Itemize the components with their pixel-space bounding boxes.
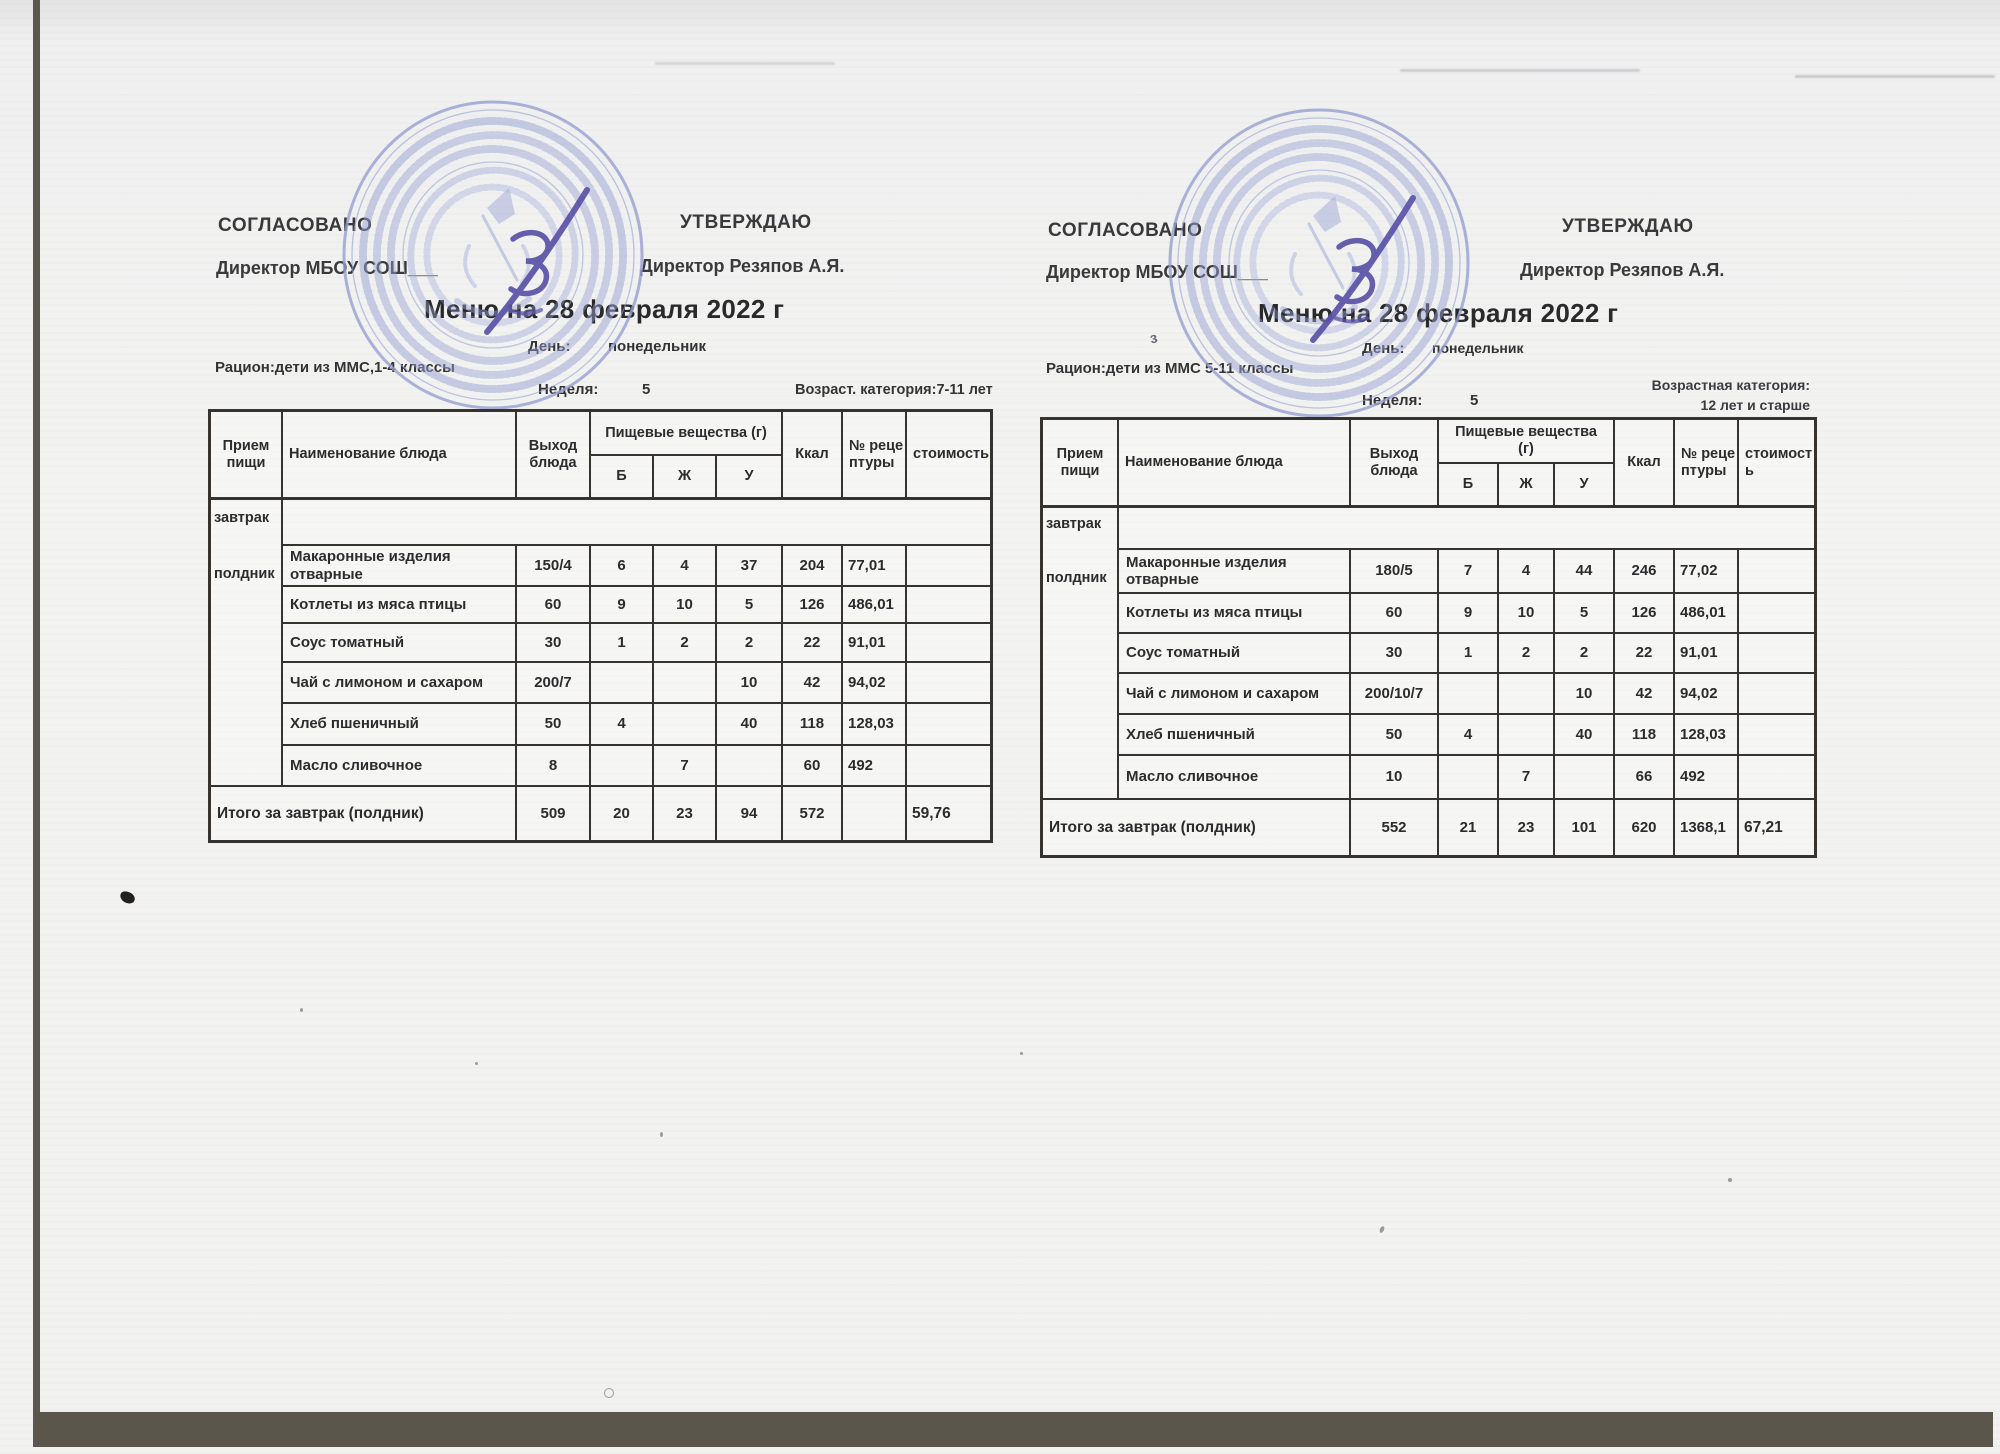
col-header-dish: Наименование блюда	[283, 412, 517, 500]
empty-row	[1119, 508, 1814, 550]
day-label: День:	[1362, 340, 1405, 357]
ink-blot	[119, 890, 137, 905]
agreed-signatory: Директор МБОУ СОШ___	[216, 258, 438, 278]
col-header-output: Выход блюда	[517, 412, 591, 500]
fat-value: 10	[1499, 594, 1555, 634]
total-recipe	[843, 787, 907, 840]
col-header-protein: Б	[591, 456, 654, 500]
total-kcal: 620	[1615, 800, 1675, 855]
col-header-fat: Ж	[1499, 464, 1555, 508]
age-category-line1: Возрастная категория:	[1651, 377, 1810, 393]
total-protein: 21	[1439, 800, 1499, 855]
protein-value: 9	[1439, 594, 1499, 634]
col-header-nutrients: Пищевые вещества (г)	[1439, 420, 1615, 464]
age-category	[1560, 375, 1810, 415]
scan-smudge	[1795, 75, 1995, 78]
cost-value	[907, 663, 990, 704]
cost-value	[1739, 715, 1814, 756]
kcal-value: 204	[783, 546, 843, 587]
cost-value	[1739, 756, 1814, 800]
col-header-nutrients: Пищевые вещества (г)	[591, 412, 783, 456]
meal-breakfast-label: завтрак	[214, 510, 270, 526]
fat-value	[1499, 674, 1555, 715]
menu-table-1	[208, 409, 993, 843]
output-value: 50	[517, 704, 591, 746]
cost-value	[907, 624, 990, 663]
total-output: 509	[517, 787, 591, 840]
cost-value	[1739, 594, 1814, 634]
recipe-value: 486,01	[1675, 594, 1739, 634]
col-header-kcal: Ккал	[1615, 420, 1675, 508]
fat-value	[654, 663, 717, 704]
carb-value	[717, 746, 783, 787]
col-header-recipe: № рецептуры	[843, 412, 907, 500]
fat-value: 10	[654, 587, 717, 624]
col-header-cost: стоимость	[1739, 420, 1814, 508]
output-value: 180/5	[1351, 550, 1439, 594]
day-value: понедельник	[1432, 340, 1524, 356]
protein-value: 1	[1439, 634, 1499, 674]
empty-row	[283, 500, 990, 546]
dish-name: Масло сливочное	[283, 746, 517, 787]
kcal-value: 126	[1615, 594, 1675, 634]
output-value: 200/7	[517, 663, 591, 704]
total-output: 552	[1351, 800, 1439, 855]
cost-value	[907, 746, 990, 787]
output-value: 60	[517, 587, 591, 624]
week-value: 5	[1470, 392, 1479, 409]
recipe-value: 91,01	[843, 624, 907, 663]
recipe-value: 492	[1675, 756, 1739, 800]
kcal-value: 60	[783, 746, 843, 787]
meal-cell	[211, 500, 283, 787]
total-carb: 101	[1555, 800, 1615, 855]
menu-table-2	[1040, 417, 1817, 858]
carb-value: 2	[717, 624, 783, 663]
carb-value: 40	[1555, 715, 1615, 756]
agreed-label: СОГЛАСОВАНО	[1048, 220, 1203, 241]
scan-smudge	[655, 62, 835, 65]
cost-value	[907, 587, 990, 624]
protein-value: 4	[1439, 715, 1499, 756]
col-header-carb: У	[717, 456, 783, 500]
ink-mark: з	[1148, 329, 1160, 348]
col-header-protein: Б	[1439, 464, 1499, 508]
cost-value	[907, 546, 990, 587]
dish-name: Макаронные изделия отварные	[1119, 550, 1351, 594]
meal-snack-label: полдник	[214, 566, 275, 582]
kcal-value: 246	[1615, 550, 1675, 594]
recipe-value: 128,03	[1675, 715, 1739, 756]
protein-value: 7	[1439, 550, 1499, 594]
kcal-value: 42	[1615, 674, 1675, 715]
recipe-value: 492	[843, 746, 907, 787]
dish-name: Хлеб пшеничный	[1119, 715, 1351, 756]
recipe-value: 128,03	[843, 704, 907, 746]
approved-signatory: Директор Резяпов А.Я.	[640, 256, 845, 276]
fat-value: 7	[654, 746, 717, 787]
carb-value: 2	[1555, 634, 1615, 674]
week-value: 5	[642, 381, 651, 398]
total-label: Итого за завтрак (полдник)	[211, 787, 517, 840]
fat-value	[1499, 715, 1555, 756]
dish-name: Масло сливочное	[1119, 756, 1351, 800]
scanner-edge-bottom	[36, 1412, 1993, 1447]
total-cost: 67,21	[1744, 818, 1783, 836]
dish-name: Чай с лимоном и сахаром	[1119, 674, 1351, 715]
approved-label: УТВЕРЖДАЮ	[1562, 216, 1694, 237]
scan-speck	[1728, 1178, 1732, 1182]
fat-value: 2	[1499, 634, 1555, 674]
total-fat: 23	[1499, 800, 1555, 855]
approved-label: УТВЕРЖДАЮ	[680, 212, 812, 233]
kcal-value: 22	[783, 624, 843, 663]
dish-name: Чай с лимоном и сахаром	[283, 663, 517, 704]
kcal-value: 126	[783, 587, 843, 624]
output-value: 150/4	[517, 546, 591, 587]
kcal-value: 42	[783, 663, 843, 704]
day-label: День:	[528, 338, 571, 355]
total-recipe: 1368,1	[1675, 800, 1739, 855]
meal-breakfast-label: завтрак	[1046, 516, 1102, 532]
kcal-value: 118	[1615, 715, 1675, 756]
day-value: понедельник	[608, 338, 707, 355]
carb-value: 10	[717, 663, 783, 704]
carb-value: 5	[717, 587, 783, 624]
week-label: Неделя:	[538, 381, 599, 398]
col-header-output: Выход блюда	[1351, 420, 1439, 508]
kcal-value: 118	[783, 704, 843, 746]
output-value: 8	[517, 746, 591, 787]
output-value: 200/10/7	[1351, 674, 1439, 715]
output-value: 30	[517, 624, 591, 663]
col-header-dish: Наименование блюда	[1119, 420, 1351, 508]
carb-value: 40	[717, 704, 783, 746]
cost-value	[1739, 674, 1814, 715]
scan-smudge	[1400, 69, 1640, 72]
scan-speck	[1020, 1052, 1023, 1055]
carb-value: 5	[1555, 594, 1615, 634]
approved-signatory: Директор Резяпов А.Я.	[1520, 260, 1725, 280]
protein-value	[591, 746, 654, 787]
scan-speck	[1379, 1225, 1386, 1233]
age-category-line2: 12 лет и старше	[1700, 397, 1810, 413]
recipe-value: 94,02	[843, 663, 907, 704]
recipe-value: 91,01	[1675, 634, 1739, 674]
agreed-label: СОГЛАСОВАНО	[218, 215, 373, 236]
cost-value	[1739, 634, 1814, 674]
col-header-carb: У	[1555, 464, 1615, 508]
page-title: Меню на 28 февраля 2022 г	[1258, 298, 1619, 328]
scan-speck	[475, 1062, 478, 1065]
dish-name: Соус томатный	[283, 624, 517, 663]
dish-name: Соус томатный	[1119, 634, 1351, 674]
total-kcal: 572	[783, 787, 843, 840]
dish-name: Хлеб пшеничный	[283, 704, 517, 746]
col-header-fat: Ж	[654, 456, 717, 500]
week-label: Неделя:	[1362, 392, 1423, 409]
col-header-recipe: № рецептуры	[1675, 420, 1739, 508]
dish-name: Котлеты из мяса птицы	[283, 587, 517, 624]
protein-value	[1439, 756, 1499, 800]
fat-value: 4	[654, 546, 717, 587]
kcal-value: 66	[1615, 756, 1675, 800]
cost-value	[1739, 550, 1814, 594]
recipe-value: 77,01	[843, 546, 907, 587]
col-header-meal: Прием пищи	[1043, 420, 1119, 508]
agreed-signatory: Директор МБОУ СОШ___	[1046, 262, 1268, 282]
recipe-value: 77,02	[1675, 550, 1739, 594]
carb-value: 44	[1555, 550, 1615, 594]
age-category: Возраст. категория:7-11 лет	[795, 382, 993, 398]
protein-value: 9	[591, 587, 654, 624]
recipe-value: 94,02	[1675, 674, 1739, 715]
total-fat: 23	[654, 787, 717, 840]
total-cost: 59,76	[912, 804, 951, 822]
fat-value: 4	[1499, 550, 1555, 594]
protein-value	[591, 663, 654, 704]
protein-value: 6	[591, 546, 654, 587]
fat-value: 2	[654, 624, 717, 663]
meal-snack-label: полдник	[1046, 570, 1107, 586]
output-value: 50	[1351, 715, 1439, 756]
recipe-value: 486,01	[843, 587, 907, 624]
output-value: 10	[1351, 756, 1439, 800]
carb-value	[1555, 756, 1615, 800]
carb-value: 10	[1555, 674, 1615, 715]
ration-line: Рацион:дети из ММС,1-4 классы	[215, 359, 455, 376]
protein-value	[1439, 674, 1499, 715]
total-carb: 94	[717, 787, 783, 840]
protein-value: 4	[591, 704, 654, 746]
dish-name: Котлеты из мяса птицы	[1119, 594, 1351, 634]
meal-cell	[1043, 508, 1119, 800]
page-title: Меню на 28 февраля 2022 г	[424, 294, 785, 324]
total-protein: 20	[591, 787, 654, 840]
scan-speck	[604, 1388, 614, 1398]
total-label: Итого за завтрак (полдник)	[1043, 800, 1351, 855]
carb-value: 37	[717, 546, 783, 587]
dish-name: Макаронные изделия отварные	[283, 546, 517, 587]
output-value: 60	[1351, 594, 1439, 634]
scan-speck	[660, 1132, 663, 1137]
scanner-edge-left	[33, 0, 40, 1447]
kcal-value: 22	[1615, 634, 1675, 674]
fat-value	[654, 704, 717, 746]
fat-value: 7	[1499, 756, 1555, 800]
scan-speck	[300, 1008, 303, 1012]
output-value: 30	[1351, 634, 1439, 674]
protein-value: 1	[591, 624, 654, 663]
col-header-kcal: Ккал	[783, 412, 843, 500]
col-header-cost: стоимость	[907, 412, 990, 500]
ration-line: Рацион:дети из ММС 5-11 классы	[1046, 360, 1294, 377]
cost-value	[907, 704, 990, 746]
col-header-meal: Прием пищи	[211, 412, 283, 500]
